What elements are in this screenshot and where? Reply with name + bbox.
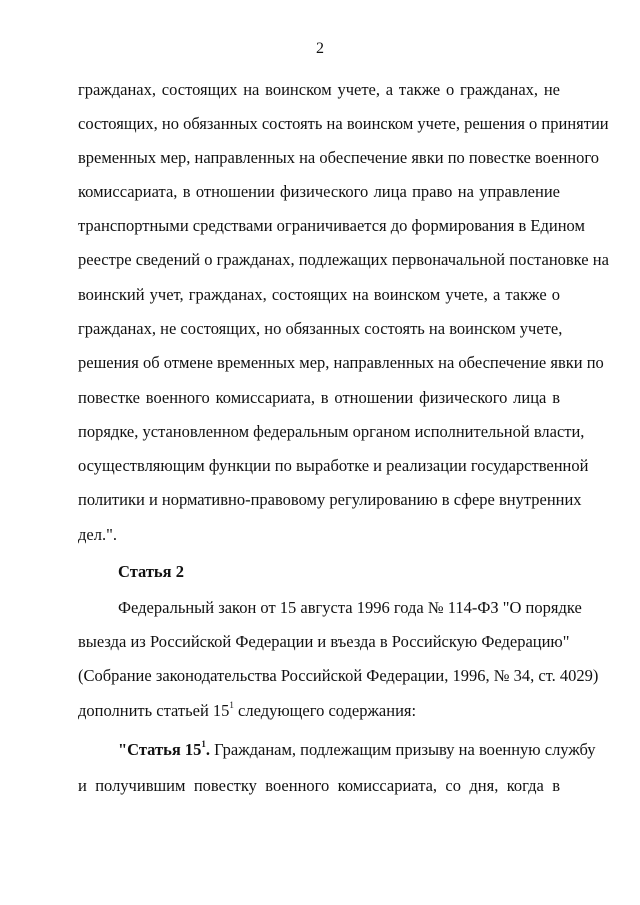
para1-line: комиссариата, в отношении физического лица право на управление <box>78 182 560 201</box>
article-15-1-title: "Статья $15^1$. <box>118 739 210 759</box>
para2-line: (Собрание законодательства Российской Федерации, 1996, № 34, ст. 4029) <box>78 666 599 685</box>
para1-line: повестке военного комиссариата, в отношении физического лица в <box>78 388 560 407</box>
para1-line: состоящих, но обязанных состоять на воинском учете, решения о принятии <box>78 114 609 133</box>
para1-line: порядке, установленном федеральным органом исполнительной власти, <box>78 422 585 441</box>
para1-line: временных мер, направленных на обеспечение явки по повестке военного <box>78 148 599 167</box>
para2-line: выезда из Российской Федерации и въезда в Российскую Федерацию" <box>78 632 570 651</box>
para2-last-text: дополнить статьей 15 <box>78 701 230 720</box>
para1-line: решения об отмене временных мер, направленных на обеспечение явки по <box>78 353 604 372</box>
superscript: 1 <box>201 739 206 749</box>
page-number: 2 <box>316 40 324 57</box>
para1-line: гражданах, не состоящих, но обязанных состоять на воинском учете, <box>78 319 563 338</box>
superscript: 1 <box>229 700 234 710</box>
para3-line <box>118 739 596 760</box>
para1-line: реестре сведений о гражданах, подлежащих первоначальной постановке на <box>78 250 609 269</box>
para1-line: гражданах, состоящих на воинском учете, а также о гражданах, не <box>78 80 560 99</box>
para2-line: Федеральный закон от 15 августа 1996 года № 114-ФЗ "О порядке <box>118 598 582 617</box>
para3-line: и получившим повестку военного комиссариата, со дня, когда в <box>78 776 560 795</box>
para2-line <box>78 701 560 721</box>
para1-line: политики и нормативно-правовому регулированию в сфере внутренних <box>78 490 582 509</box>
para2-last-text-end: следующего содержания: <box>233 701 417 720</box>
para3-first-text: Гражданам, подлежащим призыву на военную службу <box>210 740 596 759</box>
para1-line: воинский учет, гражданах, состоящих на воинском учете, а также о <box>78 285 560 304</box>
article-heading: Статья 2 <box>118 562 184 581</box>
para1-line: осуществляющим функции по выработке и реализации государственной <box>78 456 589 475</box>
para1-line: дел.". <box>78 525 117 544</box>
para1-line: транспортными средствами ограничивается до формирования в Едином <box>78 216 585 235</box>
